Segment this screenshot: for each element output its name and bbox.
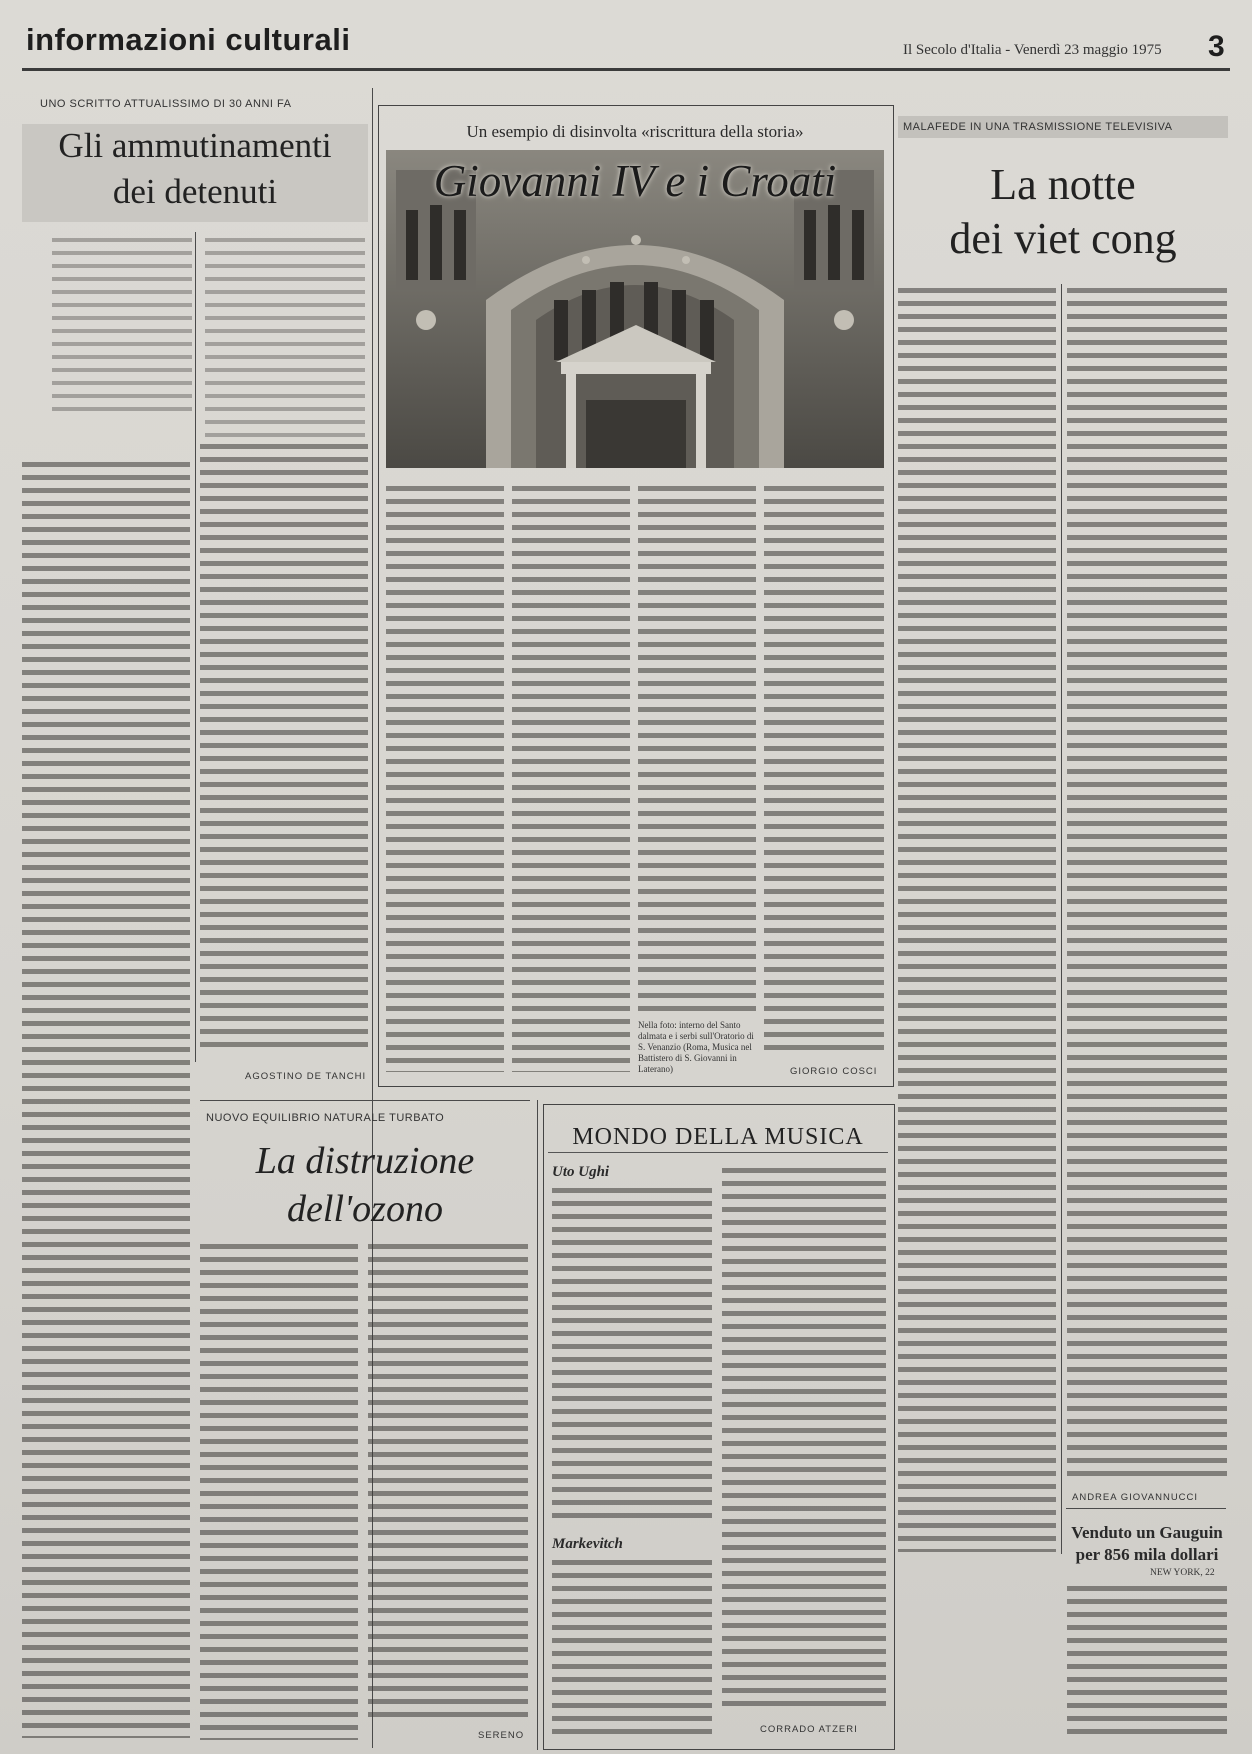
section-title: informazioni culturali — [26, 22, 351, 57]
center-body-col-4 — [764, 482, 884, 1057]
right-body-col-2 — [1067, 284, 1227, 1479]
music-body-col-2 — [722, 1164, 886, 1709]
gauguin-headline — [1066, 1522, 1228, 1566]
left-article-headline-1: Gli ammutinamenti — [58, 126, 332, 165]
photo-caption: Nella foto: interno del Santo dalmata e i serbi sull'Oratorio di S. Venanzio (Roma, Musica nel Battistero di S. Giovanni in Laterano) — [638, 1020, 754, 1074]
column-rule — [537, 1100, 538, 1750]
music-sub-markevitch: Markevitch — [552, 1536, 623, 1552]
ozone-headline-1: La distruzione — [255, 1140, 475, 1182]
ozone-article-kicker: NUOVO EQUILIBRIO NATURALE TURBATO — [206, 1112, 445, 1124]
left-body-col-1 — [22, 458, 190, 1738]
ozone-body-col-1 — [200, 1240, 358, 1740]
center-body-col-3 — [638, 482, 756, 1012]
column-rule — [195, 232, 196, 1062]
music-sub-ughi: Uto Ughi — [552, 1164, 610, 1180]
music-byline: CORRADO ATZERI — [760, 1724, 858, 1735]
divider — [200, 1100, 530, 1101]
right-article-byline: ANDREA GIOVANNUCCI — [1072, 1492, 1199, 1503]
gauguin-dateline: NEW YORK, 22 — [1150, 1568, 1215, 1578]
page-number: 3 — [1208, 30, 1225, 63]
center-article-kicker: Un esempio di disinvolta «riscrittura della storia» — [466, 122, 804, 141]
gauguin-headline-1: Venduto un Gauguin — [1071, 1523, 1223, 1542]
left-article-kicker: UNO SCRITTO ATTUALISSIMO DI 30 ANNI FA — [40, 98, 292, 110]
header-rule — [22, 68, 1230, 71]
left-intro-text-2 — [205, 234, 365, 442]
center-article-headline: Giovanni IV e i Croati — [433, 156, 837, 206]
ozone-body-col-2 — [368, 1240, 528, 1725]
divider — [1066, 1508, 1226, 1509]
right-article-headline-1: La notte — [990, 160, 1136, 209]
center-article-byline: GIORGIO COSCI — [790, 1066, 878, 1077]
divider — [548, 1152, 888, 1153]
left-body-col-2 — [200, 440, 368, 1052]
ozone-byline: SERENO — [478, 1730, 525, 1741]
gauguin-body — [1067, 1582, 1227, 1742]
right-body-col-1 — [898, 284, 1056, 1552]
left-article-byline: AGOSTINO DE TANCHI — [245, 1071, 367, 1082]
music-body-col-3 — [552, 1556, 712, 1736]
center-body-col-2 — [512, 482, 630, 1072]
left-intro-text — [52, 234, 192, 414]
music-body-col-1 — [552, 1184, 712, 1524]
music-box-title: MONDO DELLA MUSICA — [572, 1124, 864, 1150]
column-rule — [1061, 284, 1062, 1554]
right-article-kicker: MALAFEDE IN UNA TRASMISSIONE TELEVISIVA — [903, 121, 1173, 133]
gauguin-headline-2: per 856 mila dollari — [1075, 1545, 1219, 1564]
ozone-headline-2: dell'ozono — [287, 1188, 443, 1230]
masthead-date: Il Secolo d'Italia - Venerdì 23 maggio 1975 — [903, 42, 1162, 58]
center-body-col-1 — [386, 482, 504, 1072]
left-article-headline-2: dei detenuti — [112, 172, 278, 211]
right-article-headline-2: dei viet cong — [949, 214, 1177, 263]
